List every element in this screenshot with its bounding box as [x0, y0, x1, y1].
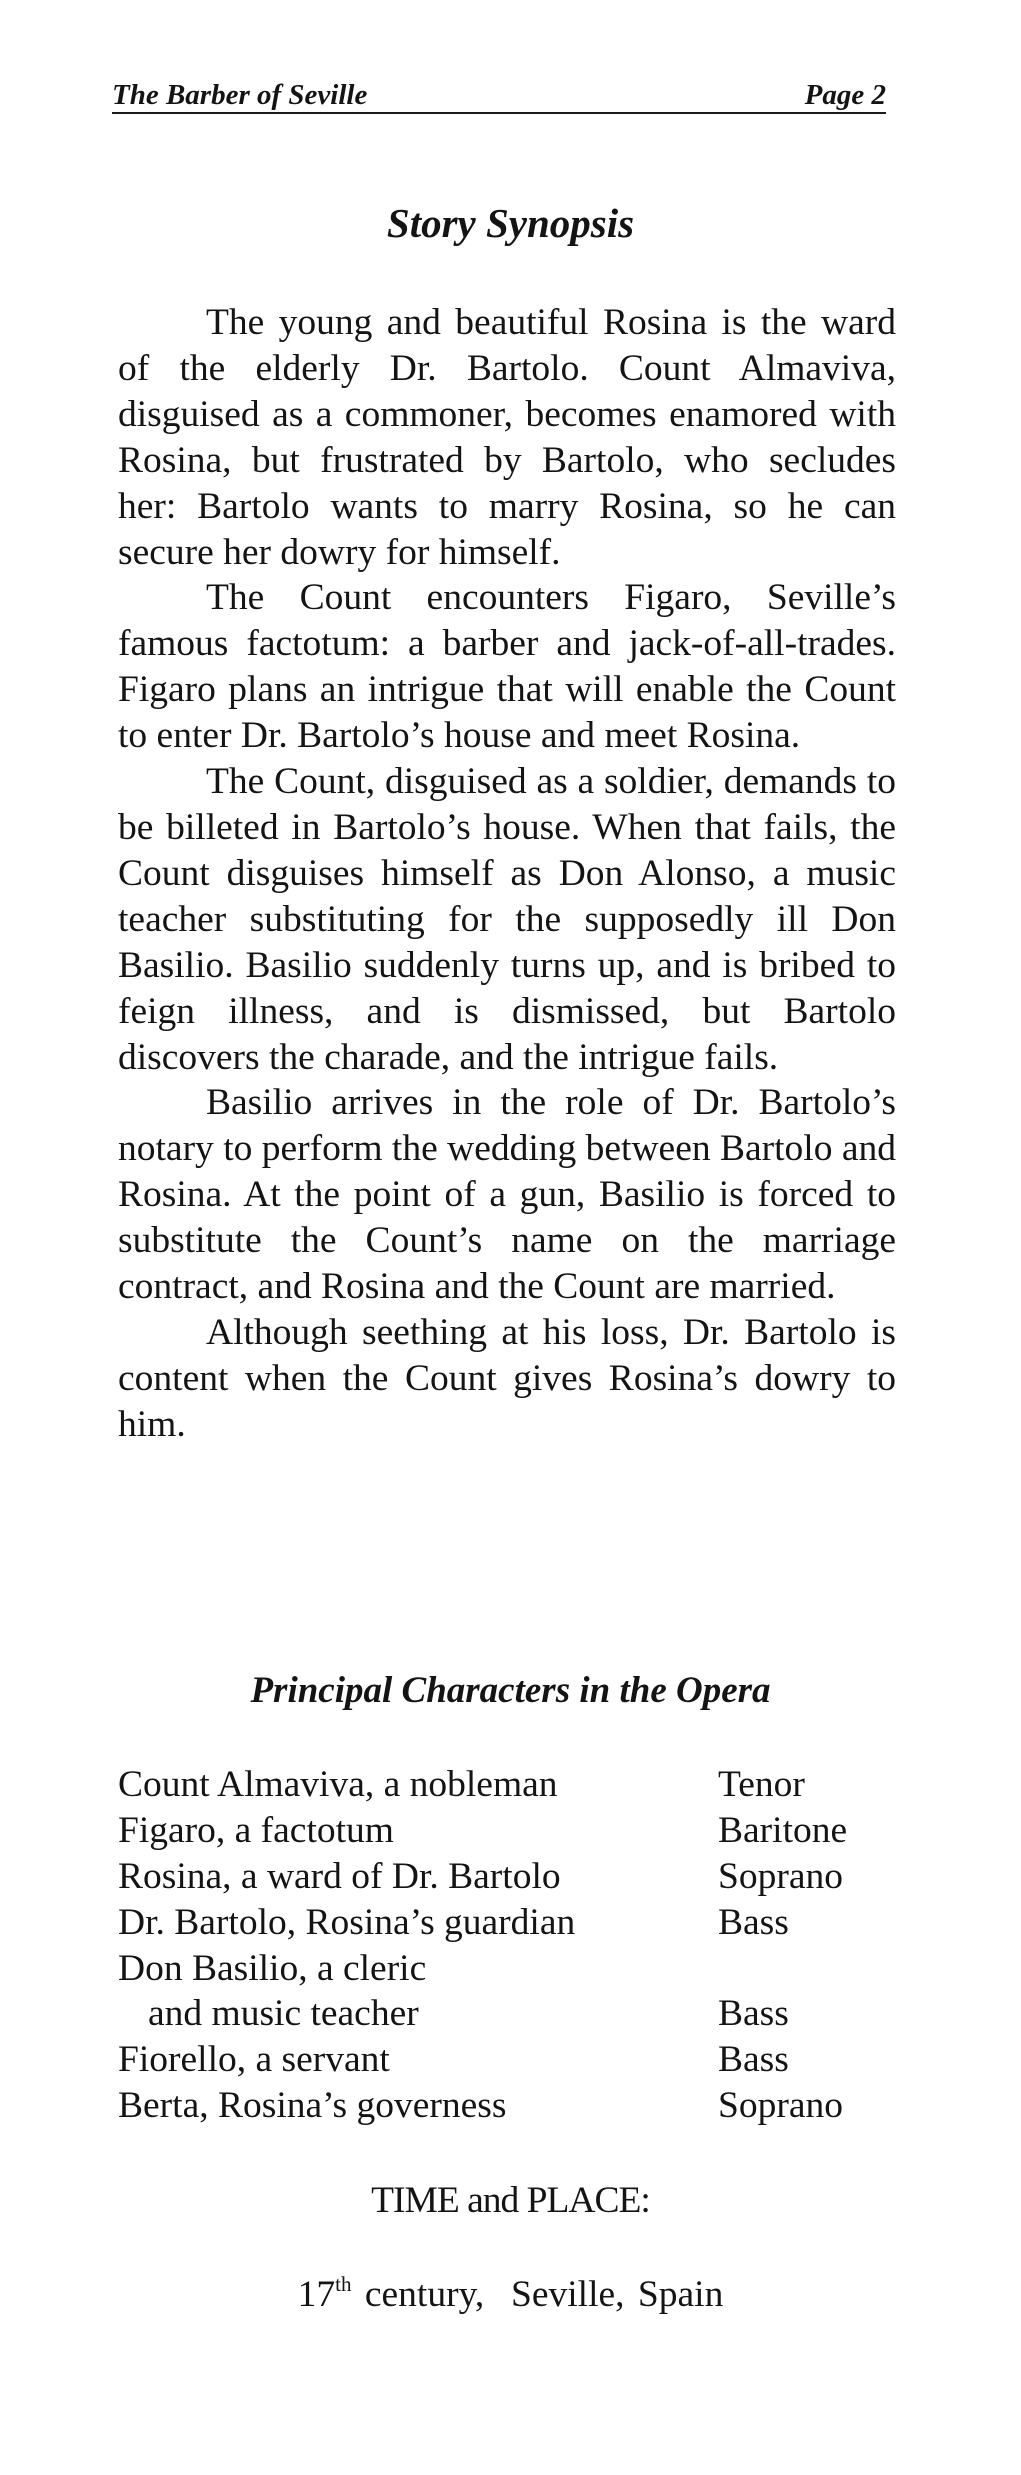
- cast-role: Fiorello, a servant: [118, 2039, 390, 2081]
- cast-row: [118, 1946, 898, 1992]
- cast-row: [118, 2037, 898, 2083]
- synopsis-paragraph: The Count encounters Figaro, Seville’s famous factotum: a barber and jack-of-all-trades. Figaro plans an intrigue that will enable the Count to enter Dr. Bartolo’s house and meet Rosina.: [118, 577, 896, 757]
- page-header: [112, 72, 886, 114]
- cast-voice: Bass: [718, 1993, 789, 2035]
- synopsis-paragraph: The Count, disguised as a soldier, demands to be billeted in Bartolo’s house. When that fails, the Count disguises himself as Don Alonso, a music teacher substituting for the supposedly ill Don Basilio. Basilio suddenly turns up, and is bribed to feign illness, and is dismissed, but Bartolo discovers the charade, and the intrigue fails.: [118, 761, 896, 1078]
- cast-role: Figaro, a factotum: [118, 1809, 394, 1851]
- cast-row: [118, 2083, 898, 2129]
- cast-voice: Soprano: [718, 1855, 843, 1897]
- time-place-rest: century, Seville, Spain: [351, 2274, 724, 2315]
- cast-role-continuation: and music teacher: [148, 1993, 419, 2035]
- header-title: The Barber of Seville: [112, 79, 368, 111]
- century-suffix: th: [335, 2272, 352, 2296]
- cast-voice: Bass: [718, 1901, 789, 1943]
- cast-role: Count Almaviva, a nobleman: [118, 1764, 558, 1805]
- cast-role: Rosina, a ward of Dr. Bartolo: [118, 1855, 561, 1897]
- synopsis-paragraph: Basilio arrives in the role of Dr. Bartolo’s notary to perform the wedding between Bartolo and Rosina. At the point of a gun, Basilio is forced to substitute the Count’s name on the marriage contract, and Rosina and the Count are married.: [118, 1082, 896, 1308]
- time-place-value: [0, 2272, 1021, 2318]
- synopsis-paragraph: The young and beautiful Rosina is the ward of the elderly Dr. Bartolo. Count Almaviva, disguised as a commoner, becomes enamored with Rosina, but frustrated by Bartolo, who secludes her: Bartolo wants to marry Rosina, so he can secure her dowry for himself.: [118, 302, 896, 573]
- synopsis-body: [118, 300, 896, 1448]
- cast-role: Berta, Rosina’s governess: [118, 2085, 507, 2127]
- cast-row: [118, 1808, 898, 1854]
- synopsis-paragraph: Although seething at his loss, Dr. Bartolo is content when the Count gives Rosina’s dowry to him.: [118, 1311, 896, 1445]
- cast-voice: Tenor: [718, 1764, 805, 1805]
- cast-voice: Baritone: [718, 1809, 848, 1851]
- time-place-label: TIME and PLACE:: [371, 2180, 650, 2221]
- cast-voice: Soprano: [718, 2085, 843, 2127]
- header-page-number: Page 2: [804, 79, 886, 111]
- cast-voice: Bass: [718, 2039, 789, 2081]
- synopsis-heading: Story Synopsis: [386, 200, 635, 246]
- cast-role: Dr. Bartolo, Rosina’s guardian: [118, 1901, 576, 1943]
- cast-row: [118, 1991, 898, 2037]
- century-number: 17: [297, 2274, 336, 2315]
- cast-row: [118, 1900, 898, 1946]
- cast-row: [118, 1854, 898, 1900]
- cast-role: Don Basilio, a cleric: [118, 1947, 427, 1989]
- characters-heading: Principal Characters in the Opera: [250, 1670, 771, 1711]
- cast-row: [118, 1762, 898, 1808]
- cast-list: [118, 1762, 898, 2129]
